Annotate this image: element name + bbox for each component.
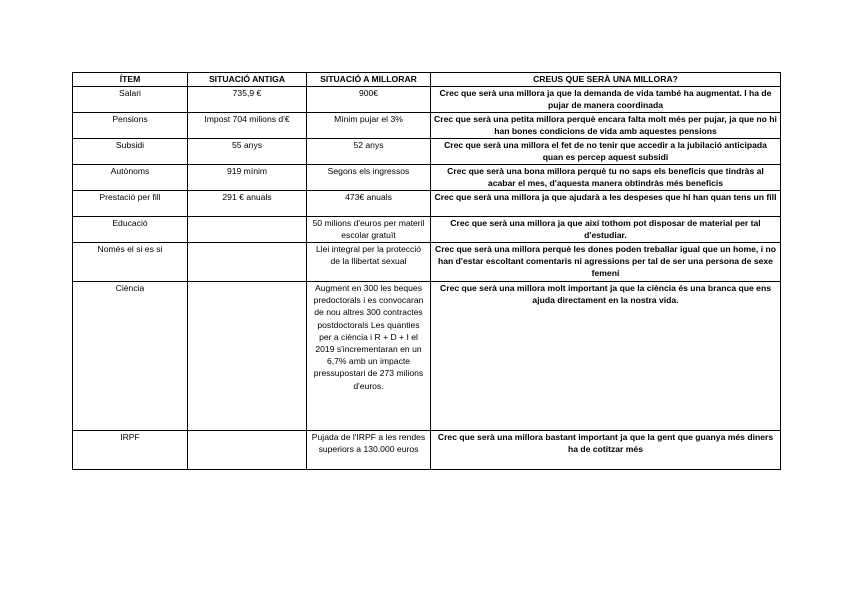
cell-millora: Crec que serà una millora el fet de no tenir que accedir a la jubilació anticipada quan es percep aquest subsidi [431, 139, 781, 165]
cell-millorar: 900€ [307, 87, 431, 113]
header-situacio-antiga: SITUACIÓ ANTIGA [188, 73, 307, 87]
table-row [73, 165, 781, 191]
cell-item: Ciència [73, 282, 188, 431]
cell-item: Pensions [73, 113, 188, 139]
cell-millorar: 473€ anuals [307, 191, 431, 217]
table-row [73, 87, 781, 113]
cell-item: Subsidi [73, 139, 188, 165]
cell-millorar: Llei integral per la protecció de la llibertat sexual [307, 243, 431, 282]
cell-antiga: 55 anys [188, 139, 307, 165]
table-header-row [73, 73, 781, 87]
cell-millora: Crec que serà una millora molt important ja que la ciència és una branca que ens ajuda directament en la nostra vida. [431, 282, 781, 431]
header-item: ÍTEM [73, 73, 188, 87]
cell-antiga: 919 mínim [188, 165, 307, 191]
cell-antiga: 291 € anuals [188, 191, 307, 217]
cell-millorar: Mínim pujar el 3% [307, 113, 431, 139]
cell-millora: Crec que serà una bona millora perquè tu no saps els beneficis que tindràs al acabar el mes, d'aquesta manera obtindràs més beneficis [431, 165, 781, 191]
table-row [73, 113, 781, 139]
cell-item: Salari [73, 87, 188, 113]
cell-millora: Crec que serà una millora bastant important ja que la gent que guanya més diners ha de cotitzar més [431, 431, 781, 470]
cell-item: IRPF [73, 431, 188, 470]
cell-millora: Crec que serà una millora ja que així tothom pot disposar de material per tal d'estudiar. [431, 217, 781, 243]
cell-millorar: 52 anys [307, 139, 431, 165]
table-row [73, 282, 781, 431]
cell-antiga [188, 217, 307, 243]
cell-millora: Crec que serà una millora perquè les dones poden treballar igual que un home, i no han d'estar escoltant comentaris ni agressions per tal de ser una persona de sexe femení [431, 243, 781, 282]
cell-antiga: 735,9 € [188, 87, 307, 113]
header-creus-millora: CREUS QUE SERÀ UNA MILLORA? [431, 73, 781, 87]
table-row [73, 139, 781, 165]
cell-millorar: 50 milions d'euros per materil escolar gratuït [307, 217, 431, 243]
cell-millorar: Augment en 300 les beques predoctorals i es convocaran de nou altres 300 contractes postdoctorals Les quanties per a ciència i R + D + I el 2019 s'incrementaran en un 6,7% amb un impacte pressupostari de 273 milions d'euros. [307, 282, 431, 431]
cell-antiga: Impost 704 milions d'€ [188, 113, 307, 139]
table-row [73, 431, 781, 470]
cell-antiga [188, 431, 307, 470]
cell-item: Prestació per fill [73, 191, 188, 217]
table-row [73, 191, 781, 217]
table-row [73, 243, 781, 282]
cell-item: Educació [73, 217, 188, 243]
cell-antiga [188, 243, 307, 282]
cell-item: Autònoms [73, 165, 188, 191]
cell-millorar: Segons els ingressos [307, 165, 431, 191]
policy-comparison-table [72, 72, 781, 470]
cell-millora: Crec que serà una millora ja que la demanda de vida també ha augmentat. I ha de pujar de manera coordinada [431, 87, 781, 113]
cell-millorar: Pujada de l'IRPF a les rendes superiors a 130.000 euros [307, 431, 431, 470]
header-situacio-a-millorar: SITUACIÓ A MILLORAR [307, 73, 431, 87]
table-row [73, 217, 781, 243]
cell-antiga [188, 282, 307, 431]
cell-millora: Crec que serà una petita millora perquè encara falta molt més per pujar, ja que no hi han bones condicions de vida amb aquestes pensions [431, 113, 781, 139]
cell-millora: Crec que serà una millora ja que ajudarà a les despeses que hi han quan tens un fill [431, 191, 781, 217]
cell-item: Només el si es si [73, 243, 188, 282]
